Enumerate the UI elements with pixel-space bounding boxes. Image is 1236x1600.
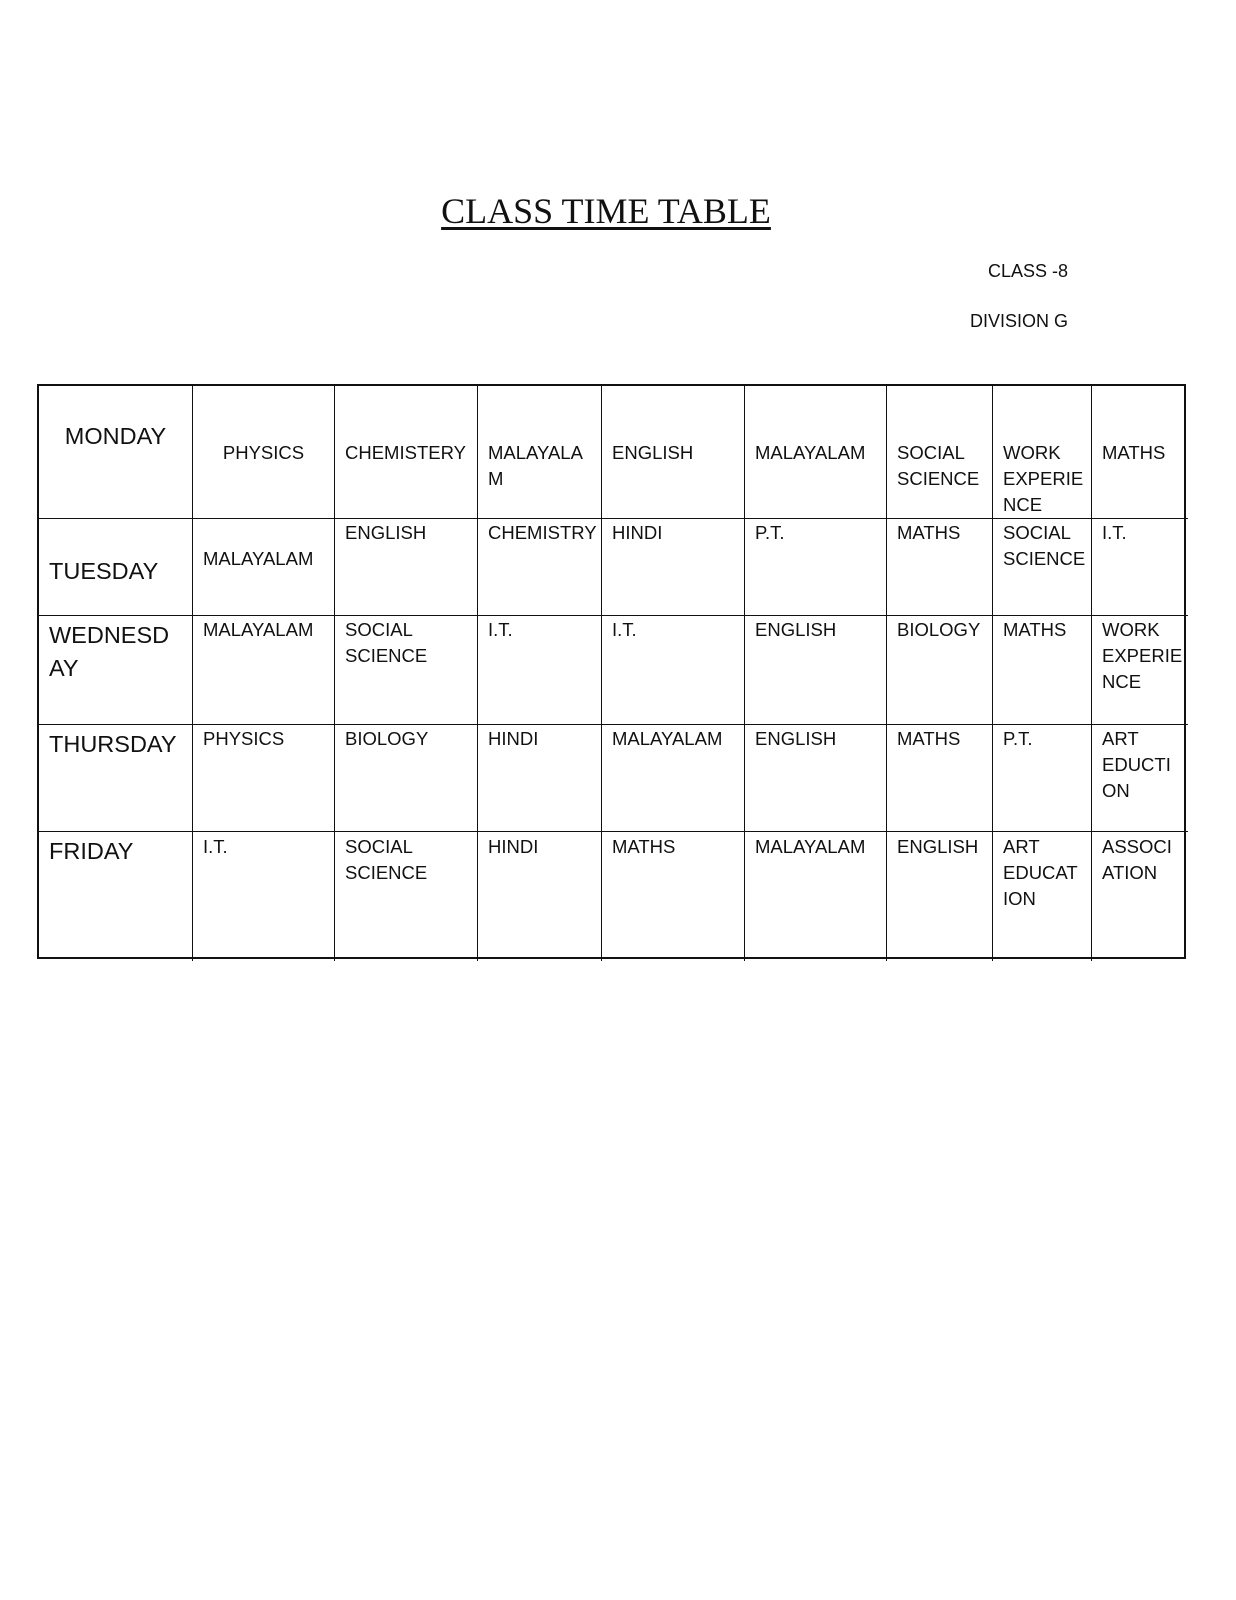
day-label: FRIDAY <box>49 838 134 864</box>
subject-label: ENGLISH <box>897 836 979 857</box>
period-cell <box>993 832 1092 961</box>
subject-label: P.T. <box>1003 728 1033 749</box>
period-cell <box>602 725 745 832</box>
subject-label: MALAYALA M <box>488 442 583 489</box>
day-label: THURSDAY <box>49 731 177 757</box>
subject-label: HINDI <box>488 836 539 857</box>
subject-label: MATHS <box>897 728 961 749</box>
day-label: TUESDAY <box>49 558 159 584</box>
period-cell <box>193 616 335 725</box>
period-cell <box>887 725 993 832</box>
period-cell <box>602 519 745 616</box>
period-cell <box>1092 386 1188 519</box>
subject-label: SOCIAL SCIENCE <box>345 836 428 883</box>
page-title: CLASS TIME TABLE <box>441 191 771 231</box>
subject-label: ENGLISH <box>345 522 427 543</box>
subject-label: PHYSICS <box>222 442 305 463</box>
period-cell <box>193 519 335 616</box>
day-cell <box>39 616 193 725</box>
period-cell <box>478 616 602 725</box>
subject-label: MATHS <box>1102 442 1166 463</box>
subject-label: WORK EXPERIE NCE <box>1102 619 1183 692</box>
day-cell <box>39 832 193 961</box>
day-label: WEDNESD AY <box>49 622 170 681</box>
class-label: CLASS -8 <box>987 261 1068 281</box>
period-cell <box>993 519 1092 616</box>
subject-label: MALAYALAM <box>755 442 866 463</box>
subject-label: I.T. <box>488 619 513 640</box>
subject-label: ENGLISH <box>755 728 837 749</box>
period-cell <box>1092 616 1188 725</box>
division-label: DIVISION G <box>969 311 1068 331</box>
period-cell <box>335 519 478 616</box>
period-cell <box>602 832 745 961</box>
subject-label: MALAYALAM <box>203 548 314 569</box>
period-cell <box>993 386 1092 519</box>
period-cell <box>602 616 745 725</box>
timetable <box>37 384 1186 959</box>
day-cell <box>39 386 193 519</box>
subject-label: BIOLOGY <box>897 619 981 640</box>
period-cell <box>887 386 993 519</box>
subject-label: ASSOCI ATION <box>1102 836 1172 883</box>
period-cell <box>887 832 993 961</box>
period-cell <box>335 386 478 519</box>
day-cell <box>39 725 193 832</box>
subject-label: ENGLISH <box>612 442 694 463</box>
period-cell <box>602 386 745 519</box>
period-cell <box>193 725 335 832</box>
subject-label: ENGLISH <box>755 619 837 640</box>
period-cell <box>993 616 1092 725</box>
subject-label: SOCIAL SCIENCE <box>1003 522 1086 569</box>
subject-label: MATHS <box>1003 619 1067 640</box>
period-cell <box>887 616 993 725</box>
period-cell <box>745 386 887 519</box>
subject-label: P.T. <box>755 522 785 543</box>
subject-label: MATHS <box>897 522 961 543</box>
subject-label: CHEMISTERY <box>345 442 466 463</box>
subject-label: I.T. <box>203 836 228 857</box>
period-cell <box>193 832 335 961</box>
period-cell <box>993 725 1092 832</box>
subject-label: PHYSICS <box>203 728 285 749</box>
day-label: MONDAY <box>64 423 167 449</box>
period-cell <box>478 386 602 519</box>
period-cell <box>478 832 602 961</box>
subject-label: BIOLOGY <box>345 728 429 749</box>
period-cell <box>745 519 887 616</box>
subject-label: MALAYALAM <box>203 619 314 640</box>
period-cell <box>335 725 478 832</box>
period-cell <box>1092 832 1188 961</box>
period-cell <box>1092 519 1188 616</box>
period-cell <box>1092 725 1188 832</box>
period-cell <box>887 519 993 616</box>
period-cell <box>193 386 335 519</box>
day-cell <box>39 519 193 616</box>
subject-label: I.T. <box>1102 522 1127 543</box>
subject-label: HINDI <box>488 728 539 749</box>
subject-label: SOCIAL SCIENCE <box>345 619 428 666</box>
subject-label: ART EDUCAT ION <box>1003 836 1078 909</box>
subject-label: HINDI <box>612 522 663 543</box>
subject-label: I.T. <box>612 619 637 640</box>
period-cell <box>478 725 602 832</box>
period-cell <box>745 832 887 961</box>
period-cell <box>745 616 887 725</box>
subject-label: WORK EXPERIE NCE <box>1003 442 1084 515</box>
period-cell <box>745 725 887 832</box>
subject-label: MALAYALAM <box>755 836 866 857</box>
subject-label: ART EDUCTI ON <box>1102 728 1171 801</box>
period-cell <box>478 519 602 616</box>
subject-label: MALAYALAM <box>612 728 723 749</box>
subject-label: CHEMISTRY <box>488 522 597 543</box>
subject-label: MATHS <box>612 836 676 857</box>
subject-label: SOCIAL SCIENCE <box>897 442 980 489</box>
period-cell <box>335 616 478 725</box>
period-cell <box>335 832 478 961</box>
